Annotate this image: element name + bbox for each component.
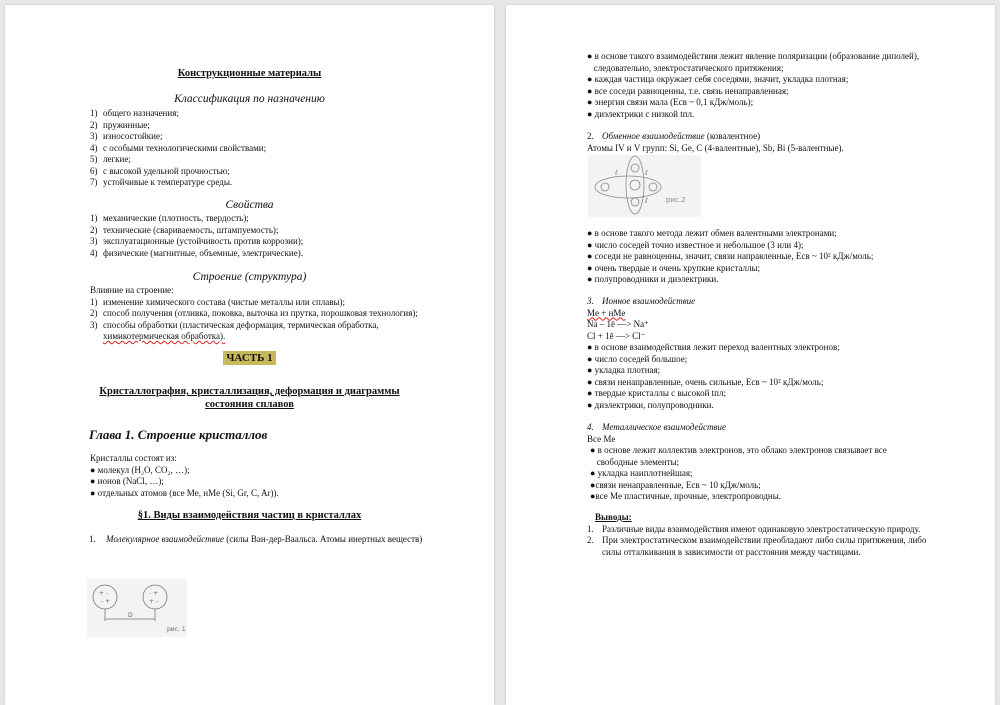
svg-text:- +: - + [149,590,159,597]
structure-intro: Влияние на строение: [90,285,174,295]
list-item: ● в основе такого метода лежит обмен валентными электронами; [587,228,837,238]
crystals-list [90,465,279,500]
svg-text:рис.2: рис.2 [666,196,686,204]
svg-text:ℓ: ℓ [645,169,648,177]
item-molecular: 1. Молекулярное взаимодействие (силы Ван-дер-Ваальса. Атомы инертных веществ) [89,534,423,544]
list-item: 1) общего назначения; [90,108,179,118]
metallic-properties [590,445,887,503]
properties-heading: Свойства [225,199,274,211]
figure-2 [588,155,701,217]
chapter-heading: Глава 1. Строение кристаллов [89,427,268,442]
list-item: ● молекул (H₂O, CO₂, …); [90,464,190,475]
list-item: ● укладка плотная; [587,365,661,375]
list-item: ● ионов (NaCl, …); [90,476,164,486]
svg-text:+ -: + - [149,598,159,605]
list-item: свободные элементы; [590,456,680,467]
list-item: ● число соседей точно известное и небольшое (3 или 4); [587,239,804,250]
page-2 [506,5,995,705]
list-item: ● диэлектрики, полупроводники. [587,399,714,410]
exchange-atoms: Атомы IV и V групп: Si, Ge, C (4-валентные), Sb, Bi (5-валентные). [587,142,844,153]
figure-1 [87,579,187,637]
molecular-properties [587,51,919,120]
document-title: Конструкционные материалы [177,68,322,79]
list-item: ● полупроводники и диэлектрики. [587,274,719,284]
list-item: 5) легкие; [90,154,131,164]
list-item: ● в основе лежит коллектив электронов, это облако электронов связывает все [590,445,887,455]
conclusions-heading: Выводы: [595,512,632,522]
exchange-properties [587,228,873,286]
two-atoms-diagram [87,579,187,637]
ionic-properties [587,342,840,411]
item-exchange: 2. Обменное взаимодействие (ковалентное) [587,131,761,141]
svg-text:ℓ: ℓ [645,197,648,205]
list-item: ● очень твердые и очень хрупкие кристаллы; [587,262,761,273]
ionic-equations: Me + нMe Na – 1ē —> Na⁺ Cl + 1ē —> Cl⁻ [587,307,649,341]
list-item: 2) технические (свариваемость, штампуемость); [90,224,279,235]
list-item: ● укладка наиплотнейшая; [590,468,693,478]
list-item: 1) механические (плотность, твердость); [90,213,249,223]
list-item: ● твердые кристаллы с высокой tпл; [587,388,726,398]
list-item: 2. При электростатическом взаимодействии преобладают либо силы притяжения, либо [587,535,927,545]
list-item: 3) способы обработки (пластическая деформация, термическая обработка, [90,319,379,330]
list-item: 4) с особыми технологическими свойствами; [90,142,267,153]
item-ionic: 3. Ионное взаимодействие [587,296,696,306]
classification-list [90,108,266,189]
part-heading: ЧАСТЬ 1 [5,353,494,365]
list-item: ● диэлектрики с низкой tпл. [587,108,695,119]
list-item: ● в основе взаимодействия лежит переход валентных электронов; [587,342,840,352]
svg-text:ℓ: ℓ [615,169,618,177]
list-item: 1. Различные виды взаимодействия имеют одинаковую электростатическую природу. [587,523,921,534]
svg-text:+ -: + - [99,590,109,597]
conclusions-list [587,524,926,559]
list-item: ●связи ненаправленные, Eсв ~ 10 кДж/моль; [590,479,761,490]
list-item: ● число соседей большое; [587,353,688,364]
list-item: 2) пружинные; [90,119,150,130]
list-item: 3) износостойкие; [90,131,163,141]
list-item: ● энергия связи мала (Eсв ~ 0,1 кДж/моль); [587,97,754,107]
covalent-bond-diagram [588,155,701,217]
list-item: 4) физические (магнитные, объемные, электрические). [90,247,303,258]
svg-text:рис. 1: рис. 1 [167,626,186,633]
list-item: 6) с высокой удельной прочностью; [90,165,230,176]
structure-list [90,297,418,343]
list-item: ● отдельных атомов (все Me, нMe (Si, Gr, C, Ar)). [90,487,279,498]
section-heading: §1. Виды взаимодействия частиц в кристаллах [137,510,362,521]
svg-text:- +: - + [101,598,111,605]
list-item: 2) способ получения (отливка, поковка, выточка из прутка, порошковая технология); [90,308,418,318]
list-item: 1) изменение химического состава (чистые металлы или сплавы); [90,296,346,307]
list-item: 3) эксплуатационные (устойчивость против коррозии); [90,236,304,246]
list-item: ● связи ненаправленные, очень сильные, Eсв ~ 10² кДж/моль; [587,376,824,387]
page-1 [5,5,494,705]
part-title: Кристаллография, кристаллизация, деформация и диаграммы состояния сплавов [99,386,400,410]
list-item: 7) устойчивые к температуре среды. [90,177,233,187]
crystals-intro: Кристаллы состоят из: [90,453,177,463]
list-item: ●все Me пластичные, прочные, электропроводны. [590,491,782,501]
structure-heading: Строение (структура) [192,271,307,283]
metallic-intro: Все Me [587,433,616,444]
list-item: силы отталкивания в зависимости от расстояния между частицами. [602,546,861,557]
properties-list [90,213,303,259]
item-metallic: 4. Металлическое взаимодействие [587,422,726,432]
list-item: химикотермическая обработка). [103,331,226,341]
list-item: ● каждая частица окружает себя соседями, значит, укладка плотная; [587,74,849,84]
list-item: ● в основе такого взаимодействия лежит явление поляризации (образование диполей), [587,51,920,61]
classification-heading: Классификация по назначению [174,93,325,105]
list-item: следовательно, электростатического притяжения; [587,62,784,73]
list-item: ● все соседи равноценны, т.е. связь ненаправленная; [587,85,789,96]
svg-text:D: D [128,612,133,619]
list-item: ● соседи не равноценны, значит, связи направленные, Eсв ~ 10² кДж/моль; [587,251,874,261]
